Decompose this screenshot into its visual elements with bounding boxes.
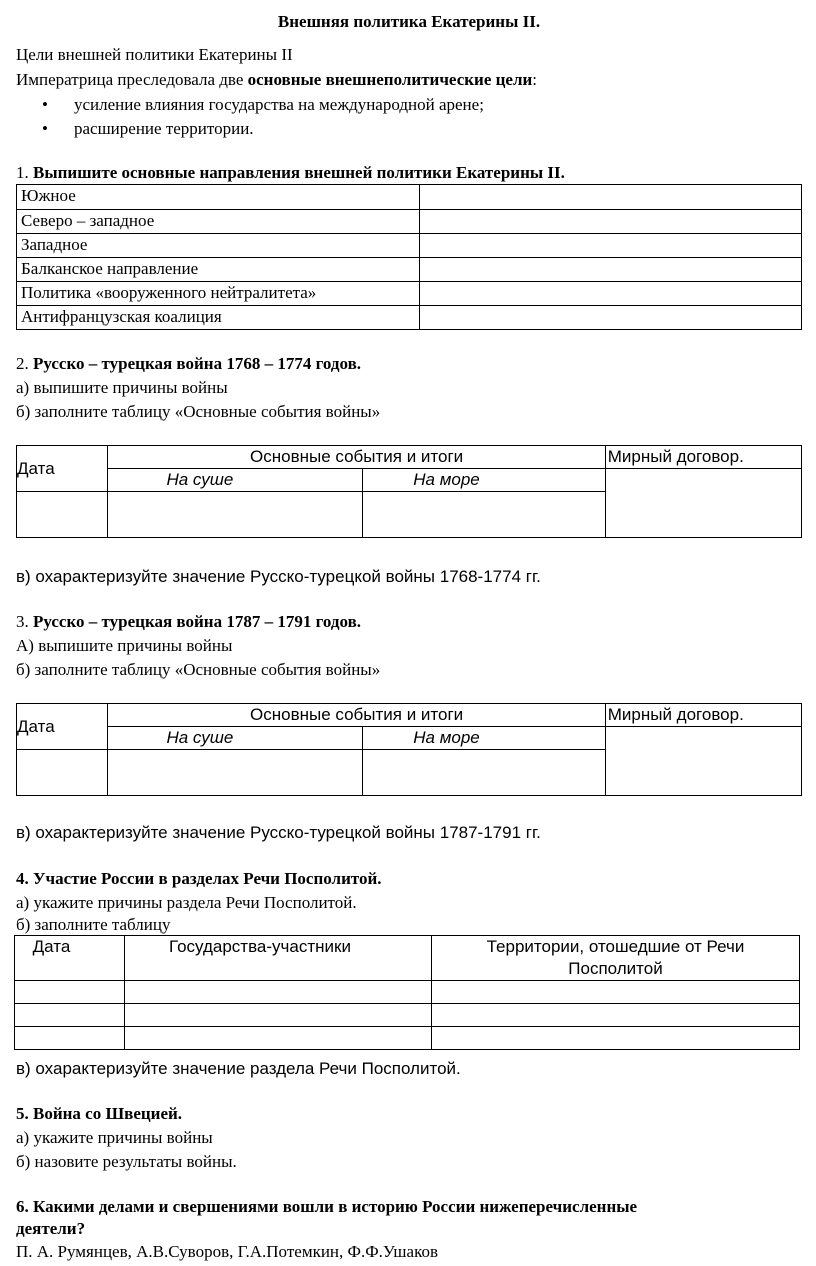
task2-text: Русско – турецкая война 1768 – 1774 годов.	[33, 354, 361, 373]
table-row	[17, 446, 802, 469]
direction-cell: Северо – западное	[17, 210, 420, 234]
col-territories-header: Территории, отошедшие от Речи Посполитой	[432, 936, 800, 981]
task6-heading-line1: 6. Какими делами и свершениями вошли в историю России нижеперечисленные	[16, 1197, 638, 1216]
directions-table	[16, 184, 802, 330]
task2-b: б) заполните таблицу «Основные события войны»	[16, 402, 381, 421]
task3-text: Русско – турецкая война 1787 – 1791 годов.	[33, 612, 361, 631]
bullet-icon: •	[42, 95, 48, 114]
task1-heading	[16, 162, 565, 184]
task3-heading	[16, 611, 361, 633]
task4-c: в) охарактеризуйте значение раздела Речи Посполитой.	[16, 1059, 461, 1078]
task2-heading	[16, 353, 361, 375]
land-header: На суше	[108, 727, 363, 750]
table-row	[17, 234, 802, 258]
intro-lead-tail: :	[532, 70, 538, 89]
task5-heading: 5. Война со Швецией.	[16, 1104, 183, 1123]
task4-heading: 4. Участие России в разделах Речи Посполитой.	[16, 869, 382, 888]
date-header: Дата	[17, 446, 108, 492]
war-events-table-2	[16, 703, 802, 796]
answer-cell[interactable]	[420, 258, 802, 282]
intro-heading: Цели внешней политики Екатерины II	[16, 45, 293, 64]
sea-cell[interactable]	[363, 492, 605, 538]
sea-header: На море	[363, 469, 605, 492]
bullet-text: расширение территории.	[74, 119, 254, 138]
direction-cell: Балканское направление	[17, 258, 420, 282]
intro-lead-bold: основные внешнеполитические цели	[247, 70, 533, 89]
land-cell[interactable]	[108, 750, 363, 796]
intro-lead-plain: Императрица преследовала две	[16, 70, 248, 89]
date-header: Дата	[17, 704, 108, 750]
treaty-cell[interactable]	[605, 727, 801, 796]
task3-number: 3.	[16, 612, 33, 631]
table-row	[17, 727, 802, 750]
events-header: Основные события и итоги	[108, 704, 605, 727]
table-row	[17, 258, 802, 282]
direction-cell: Политика «вооруженного нейтралитета»	[17, 282, 420, 306]
task6-heading-line2: деятели?	[16, 1219, 86, 1238]
war-events-table-1	[16, 445, 802, 538]
answer-cell[interactable]	[420, 282, 802, 306]
answer-cell[interactable]	[420, 210, 802, 234]
answer-cell[interactable]	[420, 234, 802, 258]
table-row	[17, 210, 802, 234]
sea-header: На море	[363, 727, 605, 750]
date-cell[interactable]	[17, 492, 108, 538]
treaty-header: Мирный договор.	[605, 446, 801, 469]
task4-a: а) укажите причины раздела Речи Посполитой.	[16, 893, 357, 912]
task2-number: 2.	[16, 354, 33, 373]
events-header: Основные события и итоги	[108, 446, 605, 469]
task3-a: А) выпишите причины войны	[16, 636, 233, 655]
page-title: Внешняя политика Екатерины II.	[277, 12, 541, 31]
intro-lead	[16, 69, 537, 91]
treaty-cell[interactable]	[605, 469, 801, 538]
territories-cell[interactable]	[432, 1027, 800, 1050]
bullet-text: усиление влияния государства на международной арене;	[74, 95, 484, 114]
land-header: На суше	[108, 469, 363, 492]
task2-a: а) выпишите причины войны	[16, 378, 228, 397]
table-row	[15, 1004, 800, 1027]
table-row	[17, 469, 802, 492]
task1-text: Выпишите основные направления внешней политики Екатерины II.	[33, 163, 565, 182]
task5-b: б) назовите результаты войны.	[16, 1152, 237, 1171]
answer-cell[interactable]	[420, 185, 802, 210]
table-row	[15, 936, 800, 981]
task3-b: б) заполните таблицу «Основные события войны»	[16, 660, 381, 679]
col-date-header: Дата	[15, 936, 125, 981]
table-row	[15, 981, 800, 1004]
territories-cell[interactable]	[432, 981, 800, 1004]
direction-cell: Западное	[17, 234, 420, 258]
date-cell[interactable]	[15, 1004, 125, 1027]
sea-cell[interactable]	[363, 750, 605, 796]
answer-cell[interactable]	[420, 306, 802, 330]
task5-a: а) укажите причины войны	[16, 1128, 213, 1147]
col-states-header: Государства-участники	[125, 936, 432, 981]
states-cell[interactable]	[125, 1027, 432, 1050]
states-cell[interactable]	[125, 981, 432, 1004]
partitions-table	[14, 935, 800, 1050]
table-row	[17, 306, 802, 330]
date-cell[interactable]	[15, 1027, 125, 1050]
task4-b: б) заполните таблицу	[16, 915, 171, 934]
date-cell[interactable]	[15, 981, 125, 1004]
treaty-header: Мирный договор.	[605, 704, 801, 727]
date-cell[interactable]	[17, 750, 108, 796]
task2-c: в) охарактеризуйте значение Русско-турецкой войны 1768-1774 гг.	[16, 567, 541, 586]
direction-cell: Южное	[17, 185, 420, 210]
bullet-icon: •	[42, 119, 48, 138]
task6-names: П. А. Румянцев, А.В.Суворов, Г.А.Потемкин, Ф.Ф.Ушаков	[16, 1242, 438, 1261]
land-cell[interactable]	[108, 492, 363, 538]
states-cell[interactable]	[125, 1004, 432, 1027]
territories-cell[interactable]	[432, 1004, 800, 1027]
table-row	[17, 185, 802, 210]
table-row	[17, 282, 802, 306]
table-row	[15, 1027, 800, 1050]
table-row	[17, 704, 802, 727]
task3-c: в) охарактеризуйте значение Русско-турецкой войны 1787-1791 гг.	[16, 823, 541, 842]
direction-cell: Антифранцузская коалиция	[17, 306, 420, 330]
task1-number: 1.	[16, 163, 33, 182]
